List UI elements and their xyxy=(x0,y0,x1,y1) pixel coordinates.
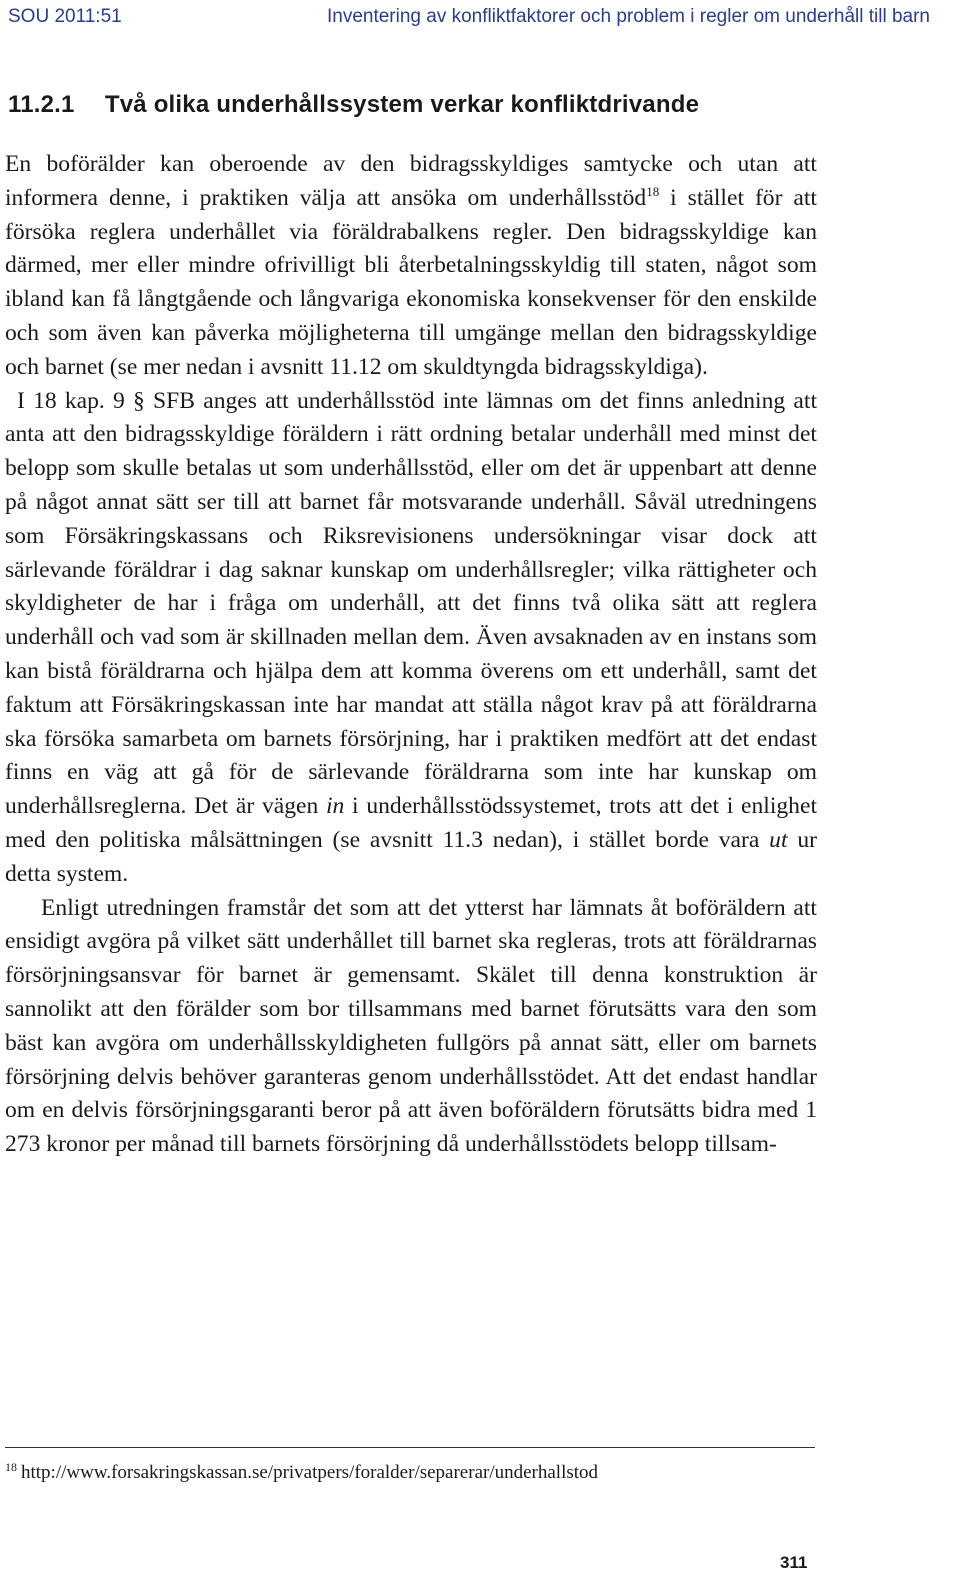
footnote-divider xyxy=(5,1447,815,1448)
section-heading xyxy=(8,91,820,119)
paragraph-1 xyxy=(5,148,817,385)
page-number: 311 xyxy=(780,1553,808,1572)
section-number: 11.2.1 xyxy=(8,91,75,118)
paragraph-2-emphasis-in: in xyxy=(326,793,345,820)
page-header xyxy=(8,6,952,34)
footnote-link[interactable]: http://www.forsakringskassan.se/privatpers/foralder/separerar/underhallstod xyxy=(21,1462,599,1483)
paragraph-2 xyxy=(5,385,817,892)
running-title: Inventering av konfliktfaktorer och problem i regler om underhåll till barn xyxy=(326,6,930,27)
paragraph-2-text-c: ur detta system. xyxy=(5,826,817,887)
paragraph-2-emphasis-ut: ut xyxy=(769,826,788,853)
footnote-number: 18 xyxy=(5,1460,17,1474)
document-id: SOU 2011:51 xyxy=(8,6,122,27)
footnote xyxy=(5,1460,817,1484)
paragraph-2-text-b: i underhållsstödssystemet, trots att det i enlighet med den politiska målsättningen (se avsnitt 11.3 nedan), i stället borde vara xyxy=(5,793,817,853)
footnote-reference[interactable]: 18 xyxy=(646,183,660,199)
paragraph-1-text-a: En boförälder kan oberoende av den bidragsskyldiges samtycke och utan att informera denne, i praktiken välja att ansöka om underhållsstöd xyxy=(5,151,817,211)
body-text xyxy=(5,148,817,1162)
section-title: Två olika underhållssystem verkar konfliktdrivande xyxy=(104,91,700,118)
paragraph-3: Enligt utredningen framstår det som att det ytterst har lämnats åt boföräldern att ensidigt avgöra på vilket sätt underhållet till barnet ska regleras, trots att föräldrarnas försörjningsansvar för barnet är gemensamt. Skälet till denna konstruktion är sannolikt att den förälder som bor tillsammans med barnet förutsätts vara den som bäst kan avgöra om underhållsskyldigheten fullgörs på annat sätt, eller om barnets försörjning delvis behöver garanteras genom underhållsstödet. Att det endast handlar om en delvis försörjningsgaranti beror på att även boföräldern förutsätts bidra med 1 273 kronor per månad till barnets försörjning då underhållsstödets belopp tillsam- xyxy=(5,894,817,1158)
paragraph-1-text-b: i stället för att försöka reglera underhållet via föräldrabalkens regler. Den bidragsskyldige kan därmed, mer eller mindre ofrivilligt bli återbetalningsskyldig till staten, något som ibland kan få långtgående och långvariga ekonomiska konsekvenser för den enskilde och som även kan påverka möjligheterna till umgänge mellan den bidragsskyldige och barnet (se mer nedan i avsnitt 11.12 om skuldtyngda bidragsskyldiga). xyxy=(5,184,817,380)
paragraph-2-text-a: I 18 kap. 9 § SFB anges att underhållsstöd inte lämnas om det finns anledning att anta att den bidragsskyldige föräldern i rätt ordning betalar underhåll med minst det belopp som skulle betalas ut som underhållsstöd, eller om det är uppenbart att denne på något annat sätt ser till att barnet får motsvarande underhåll. Såväl utredningens som Försäkringskassans och Riksrevisionens undersökningar visar dock att särlevande föräldrar i dag saknar kunskap om underhållsregler; vilka rättigheter och skyldigheter de har i fråga om underhåll, att det finns två olika sätt att reglera underhåll och vad som är skillnaden mellan dem. Även avsaknaden av en instans som kan bistå föräldrarna och hjälpa dem att komma överens om ett underhåll, samt det faktum att Försäkringskassan inte har mandat att ställa något krav på att föräldrarna ska försöka samarbeta om barnets försörjning, har i praktiken medfört att det endast finns en väg att gå för de särlevande föräldrarna som inte har kunskap om underhållsreglerna. Det är vägen xyxy=(5,387,817,820)
